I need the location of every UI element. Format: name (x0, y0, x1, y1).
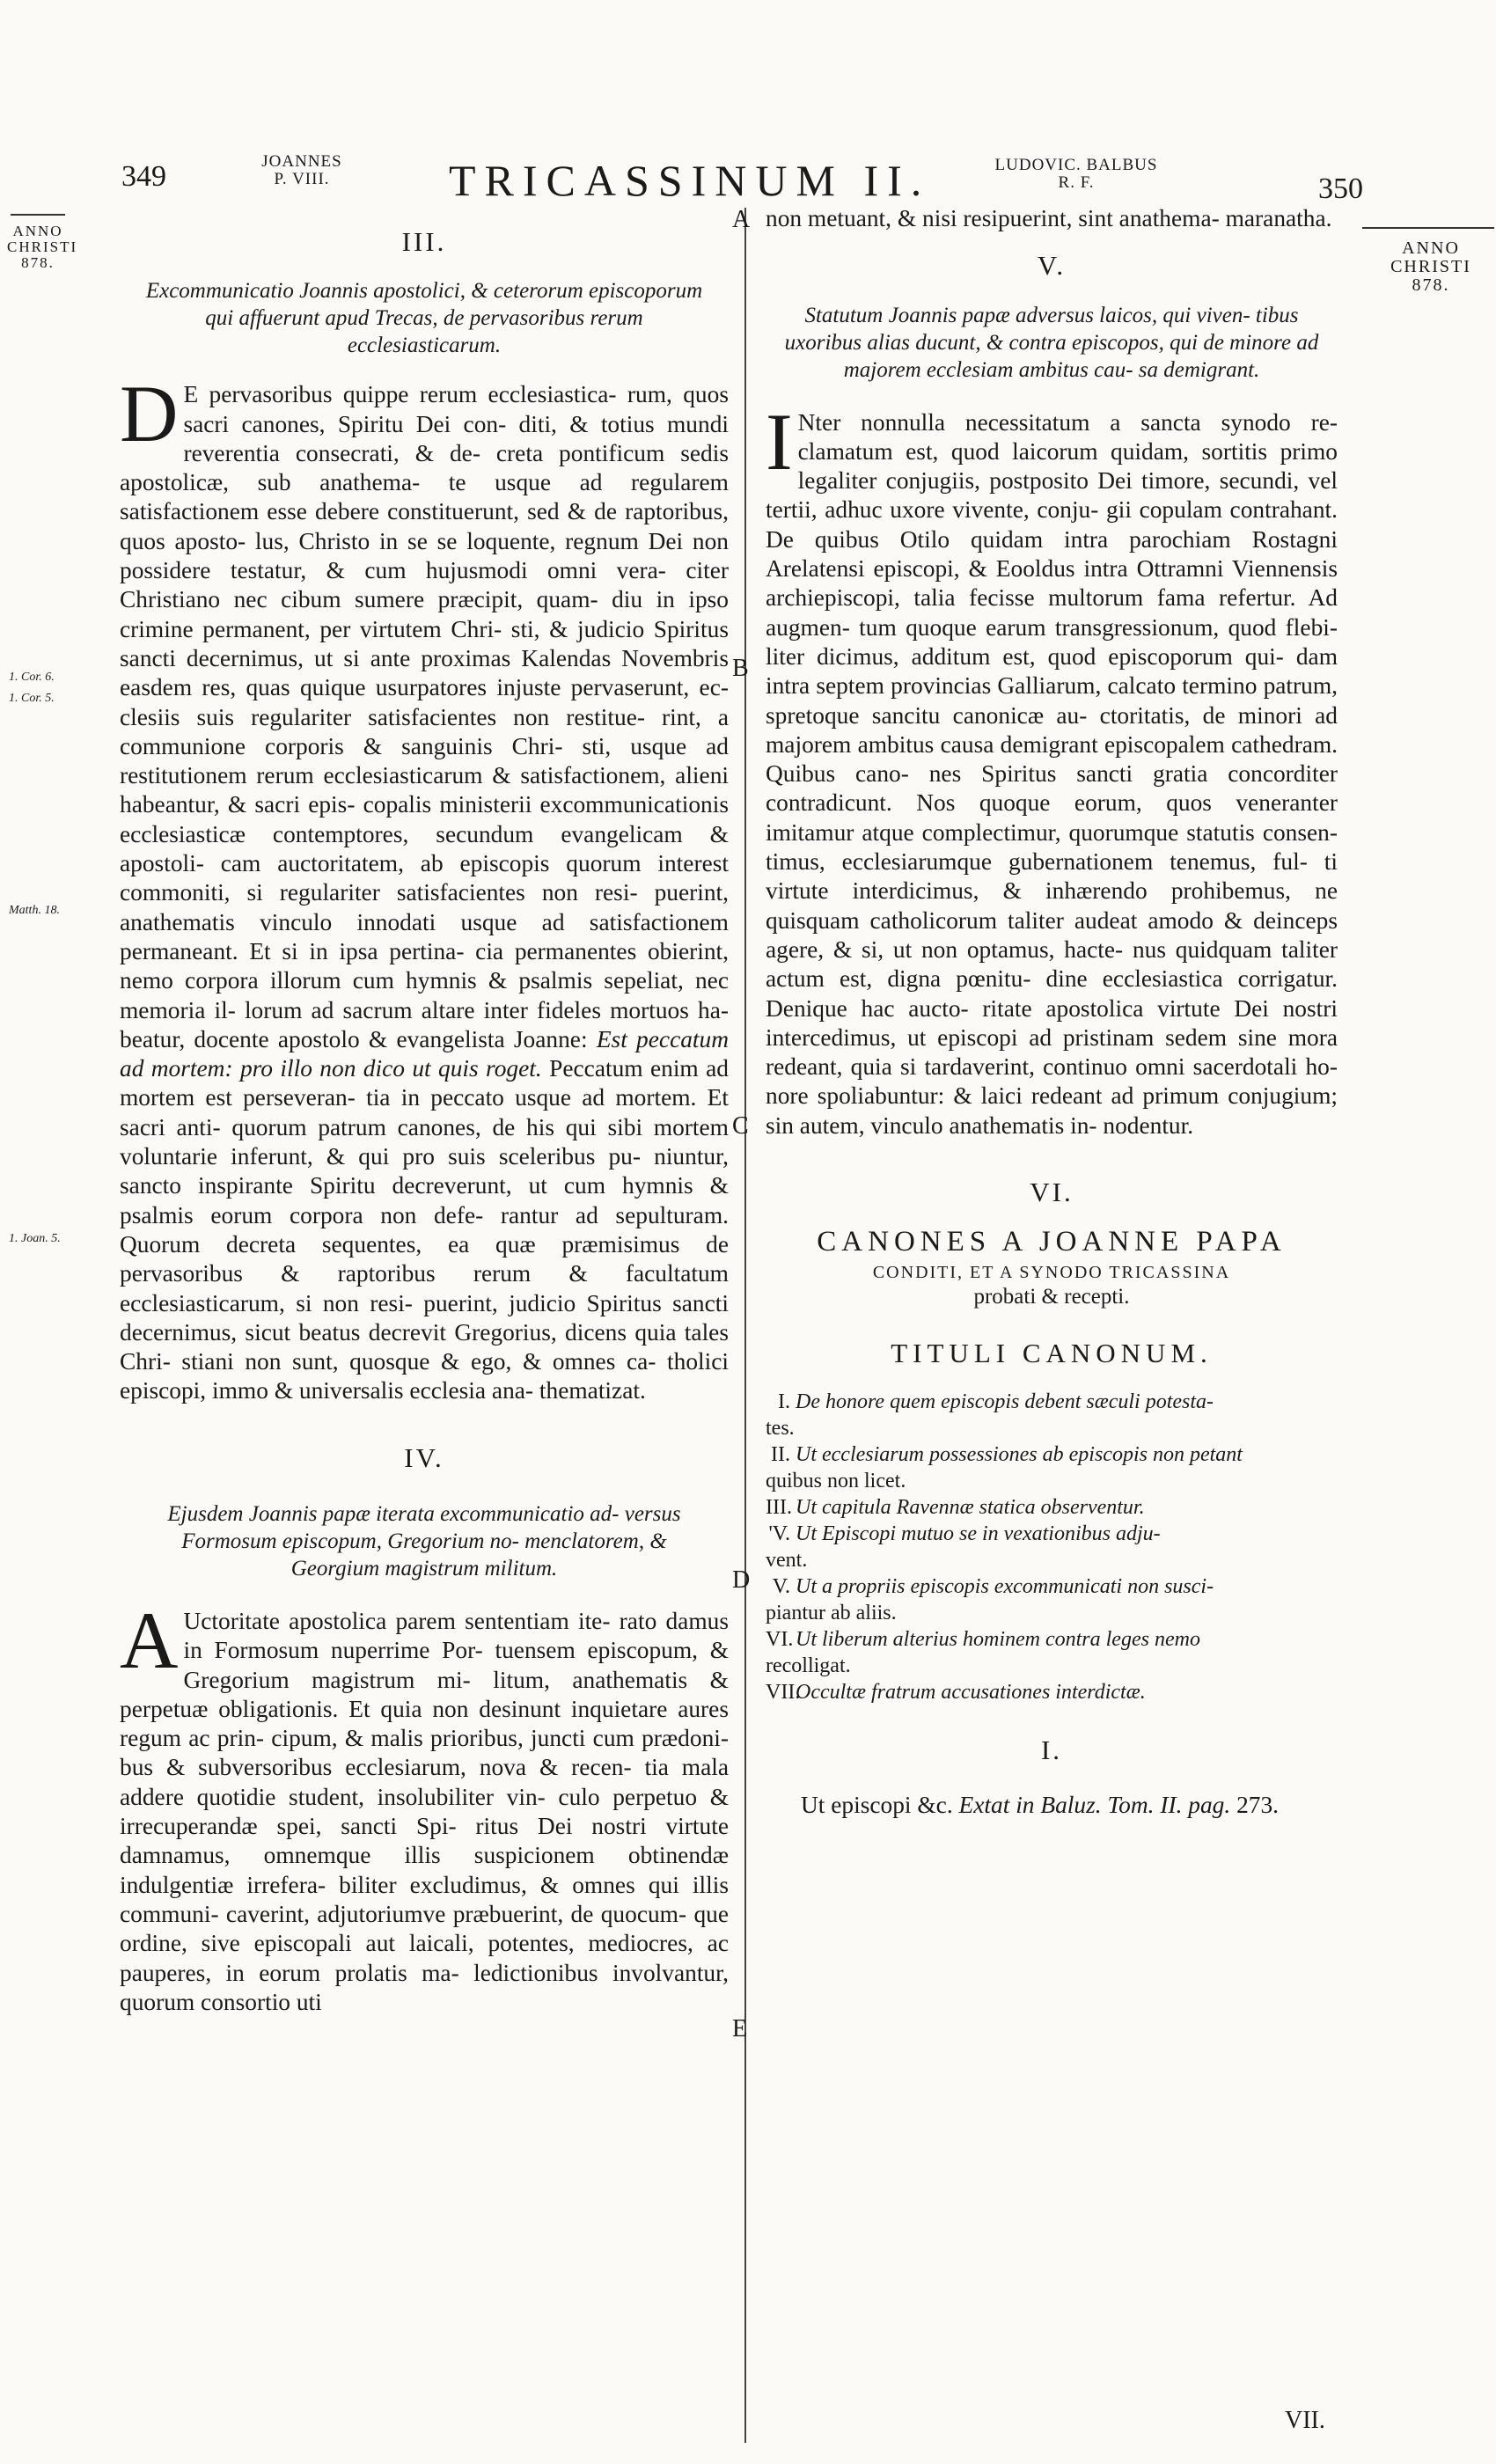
section-paragraph (120, 369, 730, 1405)
canones-subtitle: CONDITI, ET A SYNODO TRICASSINA (872, 1262, 1231, 1282)
list-item (766, 1441, 1338, 1468)
anno-word: ANNO (1402, 238, 1460, 258)
paragraph-text: Peccatum enim ad mortem est perseveran- tia in peccato usque ad mortem. Et sacri anti- quorum patrum canones, de his qui sibi mortem voluntarie inferunt, & qui pro suis sceleribus pu- niuntur, sancto inspirante Spiritu decreverunt, ut cum hymnis & psalmis eorum corpora non defe- rantur ad sepulturam. Quorum decreta sequentes, ea quæ præmisimus de pervasoribus & raptoribus rerum & facultatum ecclesiasticarum, si non resi- puerint, judicio Spiritus sancti decernimus, sicut beatus decrevit Gregorius, dicens quia tales Chri- stiani non sunt, quosque & ego, & omnes ca- tholici episcopi, immo & universalis ecclesia ana- thematizat. (120, 1055, 729, 1404)
section-number: IV. (404, 1441, 444, 1473)
item-number: VII. (766, 1680, 801, 1704)
list-item (766, 1521, 1338, 1547)
item-number: I. (778, 1390, 790, 1413)
item-title: Ut a propriis episcopis excommunicati non susci- (796, 1574, 1214, 1598)
continued-text: non metuant, & nisi resipuerint, sint anathema- maranatha. (766, 205, 1332, 231)
right-column (766, 204, 1338, 1821)
section-paragraph (120, 1595, 729, 2017)
margin-note: 1. Cor. 6. (9, 671, 55, 684)
page-number-left: 349 (121, 160, 166, 193)
margin-note: 1. Joan. 5. (9, 1232, 61, 1245)
section-number: VI. (1030, 1177, 1074, 1208)
paragraph-text: Uctoritate apostolica parem sententiam ite- rato damus in Formosum nuperrime Por- tuensem episcopum, & Gregorium magistrum mi- litum, anathematis & perpetuæ obligationis. Et quia non desinunt inquietare aures regum ac prin- cipum, & malis prioribus, juncti cum prædoni- bus & subversoribus ecclesiarum, nova & recen- tia mala addere quotidie student, insolubiliter vin- culo perpetuo & irrecuperandæ spei, sancti Spi- ritus Dei nostri virtute damnamus, omnemque illis suspicionem obtinendæ indulgentiæ irrefera- biliter excludimus, & omnes qui illis communi- caverint, adjutoriumve præbuerint, de quocum- que ordine, sive episcopali aut laicali, potentes, mediocres, ac pauperes, in eorum prolatis ma- ledictionibus involvantur, quorum consortio uti (120, 1607, 729, 2015)
column-divider (744, 208, 746, 2443)
anno-christi-left (7, 223, 78, 271)
item-title: De honore quem episcopis debent sæculi potesta- (796, 1390, 1214, 1413)
list-item (766, 1573, 1338, 1600)
item-title: Ut capitula Ravennæ statica observentur. (796, 1495, 1145, 1519)
canones-subtitle-2: probati & recepti. (973, 1284, 1130, 1309)
citation-text: Ut episcopi &c. (801, 1792, 953, 1819)
item-title: Occultæ fratrum accusationes interdictæ. (796, 1680, 1146, 1704)
king-name: LUDOVIC. BALBUS (994, 156, 1158, 174)
drop-cap: D (120, 369, 179, 459)
drop-cap: I (766, 396, 793, 487)
item-title: Ut liberum alterius hominem contra leges nemo (796, 1627, 1200, 1651)
side-letter: A (732, 206, 751, 233)
anno-rule-left (11, 214, 65, 216)
section-number: V. (1037, 250, 1067, 282)
catchword: VII. (1285, 2407, 1325, 2434)
section-rubric: Excommunicatio Joannis apostolici, & ceterorum episcoporum qui affuerunt apud Trecas, de pervasoribus rerum ecclesiasticarum. (145, 279, 703, 358)
canones-title: CANONES A JOANNE PAPA (817, 1226, 1287, 1258)
item-number: V. (772, 1574, 790, 1598)
citation-page: 273. (1236, 1792, 1279, 1819)
tituli-list (766, 1389, 1338, 1705)
list-item-continued: tes. (766, 1416, 795, 1440)
section-rubric: Ejusdem Joannis papæ iterata excommunicatio ad- versus Formosum episcopum, Gregorium no- menclatorem, & Georgium magistrum militum. (167, 1501, 681, 1580)
pope-label (253, 153, 350, 188)
drop-cap: A (120, 1595, 179, 1685)
tituli-heading: TITULI CANONUM. (891, 1337, 1213, 1368)
list-item (766, 1679, 1338, 1705)
left-column (120, 220, 729, 2017)
anno-christi-right (1369, 239, 1492, 295)
section-number: III. (401, 226, 447, 257)
list-item-continued: piantur ab aliis. (766, 1601, 897, 1624)
paragraph-text: E pervasoribus quippe rerum ecclesiastica- rum, quos sacri canones, Spiritu Dei con- diti, & totius mundi reverentia consecrati, & de- creta pontificum sedis apostolicæ, sub anathema- te usque ad regularem satisfactionem esse debere constituerunt, sed & de raptoribus, quos aposto- lus, Christo in se se loquente, regnum Dei non possidere testatur, & cum hujusmodi omni vera- citer Christiano nec cibum sumere præcipit, quam- diu in ipso crimine permanent, per virtutem Chri- sti, & judicio Spiritus sancti decernimus, ut si ante proximas Kalendas Novembris easdem res, quas quique usurpatores injuste pervaserunt, ec- clesiis suis regulariter satisfacientes non restitue- rint, a communione corporis & sanguinis Chri- sti, usque ad restitutionem rerum ecclesiasticarum & satisfactionem, alieni habeantur, & sacri epis- copalis ministerii excommunicationis ecclesiasticæ contemptores, secundum evangelicam & apostoli- cam auctoritatem, ab episcopis quorum interest commoniti, si regulariter satisfacientes non resi- puerint, anathematis vinculo innodati usque ad satisfactionem permaneant. Et si in ipsa pertina- cia permanentes obierint, nemo corpora illorum cum hymnis & psalmis sepeliat, nec memoria il- lorum ad sacrum altare inter fideles mortuos ha- beatur, docente apostolo & evangelista Joanne: (120, 381, 729, 1052)
list-item (766, 1389, 1338, 1415)
item-number: 'V. (768, 1522, 790, 1545)
citation-source: Extat in Baluz. Tom. II. pag. (958, 1792, 1231, 1819)
section-number: I. (1040, 1734, 1063, 1765)
year: 878. (1412, 275, 1450, 295)
item-number: II. (771, 1442, 790, 1466)
king-label (975, 157, 1177, 192)
anno-rule-right (1362, 227, 1494, 229)
list-item (766, 1494, 1338, 1521)
list-item-continued: vent. (766, 1548, 808, 1572)
anno-word: ANNO (12, 223, 63, 239)
side-letter: B (732, 655, 749, 682)
margin-note: 1. Cor. 5. (9, 692, 55, 705)
year: 878. (21, 254, 55, 271)
margin-note: Matth. 18. (9, 904, 60, 917)
citation (766, 1791, 1338, 1820)
section-paragraph (766, 396, 1338, 1140)
side-letter: E (732, 2015, 748, 2042)
pope-name: JOANNES (261, 152, 342, 171)
item-number: VI. (766, 1627, 794, 1651)
side-letter: D (732, 1566, 751, 1594)
paragraph-text: Nter nonnulla necessitatum a sancta synodo re- clamatum est, quod laicorum quidam, sortitis primo legaliter conjugiis, postposito Dei timore, secundi, vel tertii, adhuc uxore vivente, conju- gii copulam contrahant. De quibus Otilo quidam intra parochiam Rostagni Arelatensi episcopi, & Eooldus intra Ottramni Viennensis archiepiscopi, talia fecisse multorum fama refertur. Ad augmen- tum quoque earum transgressionum, quod flebi- liter dicimus, additum est, quod episcoporum qui- dam intra septem provincias Galliarum, calcato termino patrum, spretoque sancitu canonicæ au- ctoritatis, de minori ad majorem ambitus causa demigrant episcopalem cathedram. Quibus cano- nes Spiritus sancti gratia concorditer contradicunt. Nos quoque eorum, quos veneranter imitamur atque complectimur, quorumque statutis consen- timus, ecclesiarumque gubernationem tenemus, ful- ti virtute interdicimus, & inhærendo prohibemus, ne quisquam catholicorum taliter audeat amodo & deinceps agere, & si, ut non optamus, hacte- nus quidquam taliter actum est, digna pœnitu- dine ecclesiastica corrigatur. Denique hac aucto- ritate apostolica virtute Dei nostri intercedimus, ut episcopi ad pristinam sedem sine mora redeant, quia si tardaverint, continuo omni sacerdotali ho- nore spoliabuntur: & laici redeant ad primum conjugium; sin autem, vinculo anathematis in- nodentur. (766, 408, 1338, 1139)
item-number: III. (766, 1495, 792, 1519)
scripture-quote: Est peccatum ad mortem: pro illo non dico ut quis roget. (120, 1025, 730, 1082)
christi-word: CHRISTI (7, 238, 78, 255)
list-item-continued: quibus non licet. (766, 1469, 906, 1492)
pope-title: P. VIII. (274, 170, 330, 188)
side-letter: C (732, 1112, 749, 1140)
section-rubric: Statutum Joannis papæ adversus laicos, qui viven- tibus uxoribus alias ducunt, & contra episcopos, qui de minore ad majorem ecclesiam ambitus cau- sa demigrant. (784, 303, 1319, 382)
christi-word: CHRISTI (1390, 257, 1471, 276)
item-title: Ut Episcopi mutuo se in vexationibus adju- (796, 1522, 1161, 1545)
king-title: R. F. (1058, 173, 1095, 192)
item-title: Ut ecclesiarum possessiones ab episcopis non petant (796, 1442, 1243, 1466)
page-title: TRICASSINUM II. (449, 156, 931, 205)
list-item (766, 1626, 1338, 1653)
page-number-right: 350 (1318, 172, 1363, 205)
list-item-continued: recolligat. (766, 1654, 851, 1677)
